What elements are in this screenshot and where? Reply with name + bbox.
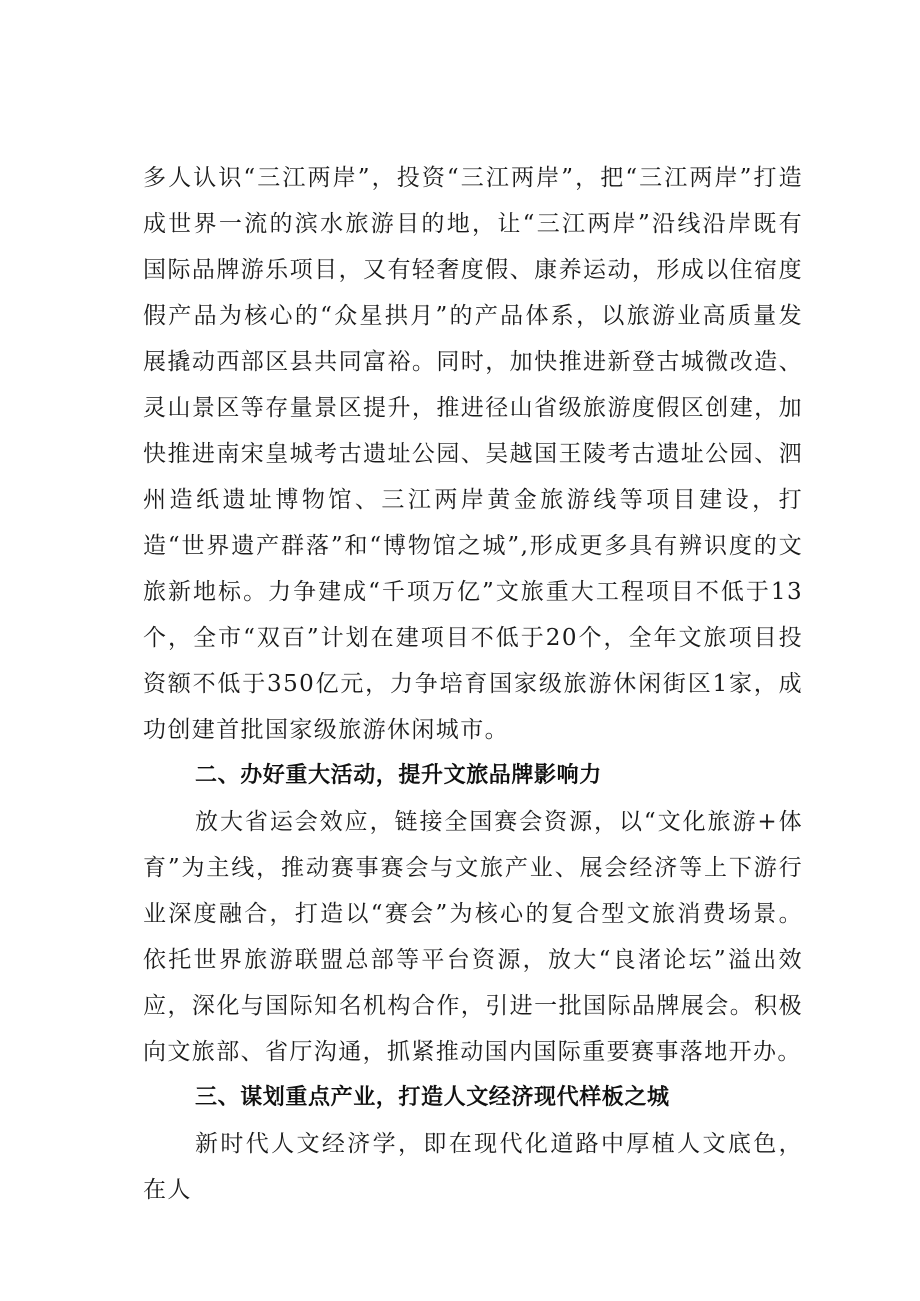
section-heading-3: 三、谋划重点产业，打造人文经济现代样板之城 xyxy=(195,1085,670,1110)
paragraph-continued: 多人认识“三江两岸”，投资“三江两岸”，把“三江两岸”打造成世界一流的滨水旅游目的地，让“三江两岸”沿线沿岸既有国际品牌游乐项目，又有轻奢度假、康养运动，形成以住宿度假产品为核心的“众星拱月”的产品体系，以旅游业高质量发展撬动西部区县共同富裕。同时，加快推进新登古城微改造、灵山景区等存量景区提升，推进径山省级旅游度假区创建，加快推进南宋皇城考古遗址公园、吴越国王陵考古遗址公园、泗州造纸遗址博物馆、三江两岸黄金旅游线等项目建设，打造“世界遗产群落”和“博物馆之城”,形成更多具有辨识度的文旅新地标。力争建成“千项万亿”文旅重大工程项目不低于13个，全市“双百”计划在建项目不低于20个，全年文旅项目投资额不低于350亿元，力争培育国家级旅游休闲街区1家，成功创建首批国家级旅游休闲城市。 xyxy=(143,165,803,743)
document-body xyxy=(143,155,803,1213)
paragraph-events: 放大省运会效应，链接全国赛会资源，以“文化旅游+体育”为主线，推动赛事赛会与文旅产业、展会经济等上下游行业深度融合，打造以“赛会”为核心的复合型文旅消费场景。依托世界旅游联盟总部等平台资源，放大“良渚论坛”溢出效应，深化与国际知名机构合作，引进一批国际品牌展会。积极向文旅部、省厅沟通，抓紧推动国内国际重要赛事落地开办。 xyxy=(143,809,803,1065)
paragraph-humanistic-economy: 新时代人文经济学，即在现代化道路中厚植人文底色，在人 xyxy=(143,1131,803,1203)
section-heading-2: 二、办好重大活动，提升文旅品牌影响力 xyxy=(195,763,602,788)
